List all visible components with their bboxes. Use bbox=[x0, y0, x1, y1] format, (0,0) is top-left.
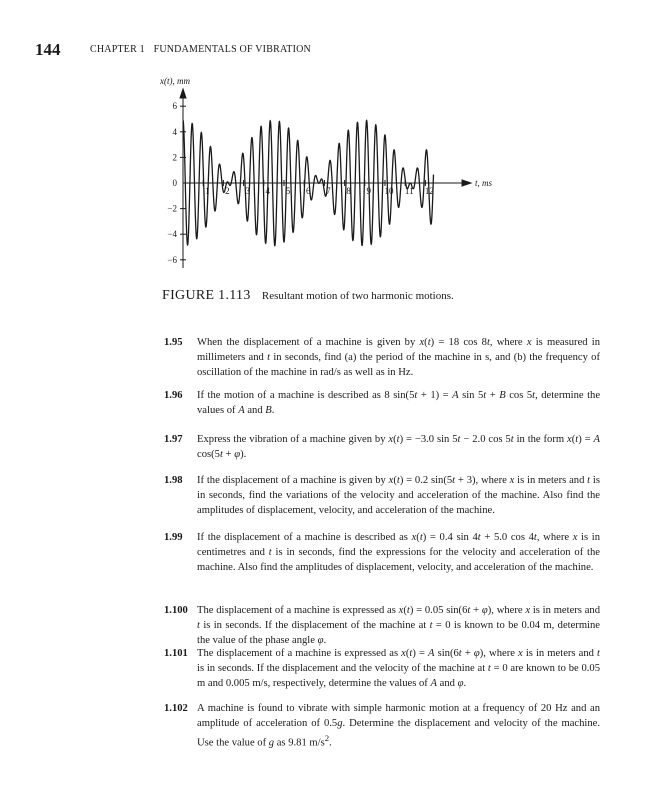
chapter-label: CHAPTER 1 bbox=[90, 44, 145, 55]
problem-number: 1.99 bbox=[164, 532, 183, 543]
problem-text: When the displacement of a machine is given by x(t) = 18 cos 8t, where x is measured in millimeters and t in seconds, find (a) the period of the machine in s, and (b) the frequency of oscillation of the machine in rad/s as well as in Hz. bbox=[197, 337, 601, 378]
y-tick-label: 4 bbox=[172, 126, 177, 137]
x-axis-label: t, ms bbox=[475, 178, 493, 188]
problem-1-96 bbox=[164, 388, 600, 418]
x-tick-label: 7 bbox=[326, 186, 331, 196]
x-tick-label: 11 bbox=[404, 186, 414, 196]
problem-1-102 bbox=[164, 701, 600, 751]
x-tick-label: 3 bbox=[245, 186, 250, 196]
problem-1-97 bbox=[164, 432, 600, 462]
y-tick-label: −2 bbox=[167, 203, 177, 214]
x-tick-label: 9 bbox=[366, 186, 372, 196]
problem-number: 1.101 bbox=[164, 648, 188, 659]
x-tick-label: 2 bbox=[225, 186, 230, 196]
y-axis-label: x(t), mm bbox=[160, 76, 190, 86]
figure-caption bbox=[162, 287, 454, 304]
y-tick-label: −4 bbox=[167, 229, 177, 240]
problem-number: 1.100 bbox=[164, 605, 188, 616]
problem-number: 1.102 bbox=[164, 703, 188, 714]
problem-text: Express the vibration of a machine given by x(t) = −3.0 sin 5t − 2.0 cos 5t in the form x(t) = A cos(5t + φ). bbox=[197, 434, 600, 460]
y-tick-label: 6 bbox=[172, 101, 177, 112]
problem-1-95 bbox=[164, 335, 600, 380]
y-tick-label: −6 bbox=[167, 254, 177, 265]
x-tick-label: 10 bbox=[384, 186, 394, 196]
problem-number: 1.98 bbox=[164, 475, 183, 486]
x-tick-label: 8 bbox=[346, 186, 351, 196]
x-tick-label: 4 bbox=[265, 186, 271, 196]
x-tick-label: 6 bbox=[305, 186, 311, 196]
problem-text: If the motion of a machine is described as 8 sin(5t + 1) = A sin 5t + B cos 5t, determine the values of A and B. bbox=[197, 390, 601, 416]
figure-caption-text: Resultant motion of two harmonic motions. bbox=[261, 290, 454, 302]
axes bbox=[180, 89, 471, 268]
problem-text: A machine is found to vibrate with simple harmonic motion at a frequency of 20 Hz and an amplitude of acceleration of 0.5g. Determine the displacement and velocity of the machine. Use the value of g as 9.81 $m/s^2$. bbox=[197, 703, 600, 749]
problem-text: If the displacement of a machine is described as x(t) = 0.4 sin 4t + 5.0 cos 4t, where x is in centimetres and t is in seconds, find the expressions for the velocity and acceleration of the machine. Also find the amplitudes of displacement, velocity, and acceleration of the machine. bbox=[197, 532, 601, 573]
problem-1-99 bbox=[164, 530, 600, 575]
y-tick-labels bbox=[167, 101, 177, 265]
x-tick-label: 1 bbox=[204, 186, 210, 196]
problem-number: 1.95 bbox=[164, 337, 183, 348]
y-tick-label: 0 bbox=[172, 178, 177, 188]
chapter-title: FUNDAMENTALS OF VIBRATION bbox=[153, 44, 311, 55]
problem-number: 1.97 bbox=[164, 434, 183, 445]
problem-1-100 bbox=[164, 603, 600, 648]
problem-text: The displacement of a machine is expressed as x(t) = A sin(6t + φ), where x is in meters and t is in seconds. If the displacement and the velocity of the machine at t = 0 are known to be 0.05 m and 0.005 m/s, respectively, determine the values of A and φ. bbox=[197, 648, 600, 689]
y-tick-label: 2 bbox=[172, 152, 177, 163]
page-number: 144 bbox=[35, 40, 61, 59]
x-tick-label: 5 bbox=[285, 186, 291, 196]
problem-text: If the displacement of a machine is given by x(t) = 0.2 sin(5t + 3), where x is in meters and t is in seconds, find the variations of the velocity and acceleration of the machine. Also find the amplitudes of displacement, velocity, and acceleration of the machine. bbox=[197, 475, 600, 516]
problem-text: The displacement of a machine is expressed as x(t) = 0.05 sin(6t + φ), where x is in meters and t is in seconds. If the displacement of the machine at t = 0 is known to be 0.04 m, determine the value of the phase angle φ. bbox=[197, 605, 601, 646]
problem-1-101 bbox=[164, 646, 600, 691]
x-tick-label: 12 bbox=[424, 186, 434, 196]
y-axis-arrow bbox=[180, 89, 186, 98]
problem-number: 1.96 bbox=[164, 390, 183, 401]
figure-caption-label: FIGURE 1.113 bbox=[162, 288, 251, 303]
resultant-motion-figure bbox=[150, 72, 500, 272]
problem-1-98 bbox=[164, 473, 600, 518]
chapter-header bbox=[90, 44, 311, 55]
x-axis-arrow bbox=[462, 180, 471, 186]
